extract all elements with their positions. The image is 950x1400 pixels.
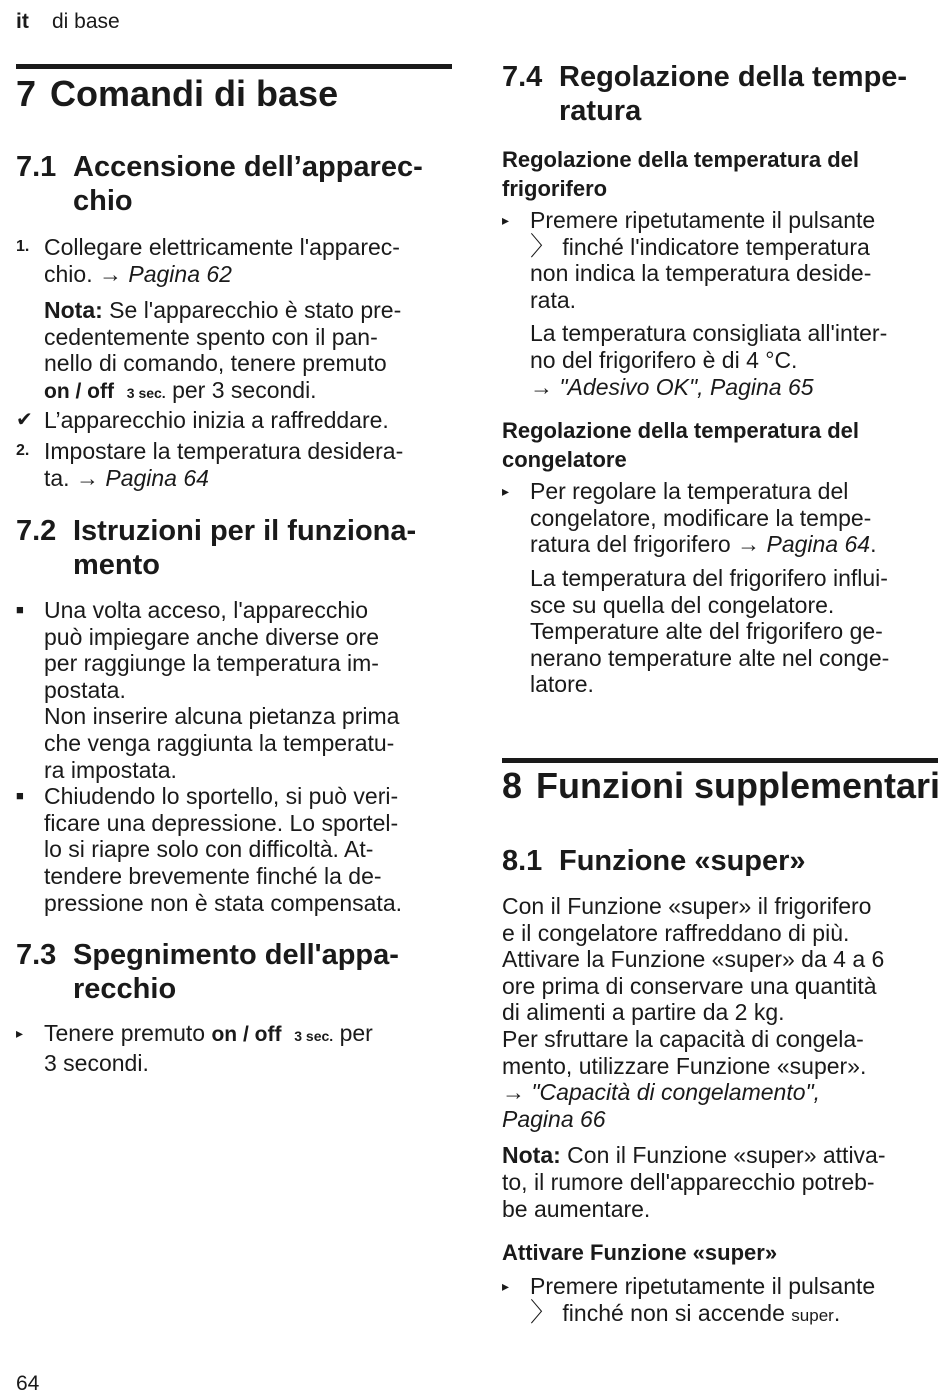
note-block bbox=[502, 320, 942, 400]
step-number: 2. bbox=[16, 442, 30, 460]
page-reference-link[interactable]: Pagina 62 bbox=[128, 260, 232, 287]
note-label: Nota: bbox=[502, 1142, 561, 1169]
section-title: Funzioni supplementari bbox=[536, 765, 941, 806]
text-line: sce su quella del congelatore. bbox=[530, 591, 835, 618]
subsection-number: 7.2 bbox=[16, 515, 57, 547]
duration-label: 3 sec. bbox=[294, 1028, 334, 1044]
text-line: Se l'apparecchio è stato pre- bbox=[102, 297, 402, 324]
subsection-7-1-heading bbox=[16, 150, 456, 218]
subsection-number: 8.1 bbox=[502, 845, 543, 877]
text-line: Chiudendo lo sportello, si può veri- bbox=[44, 783, 399, 810]
text-line: Con il Funzione «super» attiva- bbox=[560, 1142, 886, 1169]
section-title: Comandi di base bbox=[50, 73, 339, 114]
result-item bbox=[16, 407, 456, 434]
text-line: congelatore, modificare la tempe- bbox=[530, 504, 872, 531]
text-line: ore prima di conservare una quantità bbox=[502, 972, 877, 999]
text-line: per raggiunge la temperatura im- bbox=[44, 650, 379, 677]
square-bullet-icon: ■ bbox=[16, 602, 24, 617]
text-line: lo si riapre solo con difficoltà. At- bbox=[44, 836, 374, 863]
text-line: 3 secondi. bbox=[44, 1049, 149, 1076]
page-reference-link[interactable]: Pagina 64 bbox=[105, 464, 209, 491]
note-label: Nota: bbox=[44, 297, 103, 324]
text-line: per 3 secondi. bbox=[165, 376, 317, 403]
text-line: ratura del frigorifero → bbox=[530, 531, 767, 558]
header-language: it bbox=[16, 10, 29, 33]
note-block bbox=[502, 1142, 942, 1222]
section-7-heading bbox=[16, 74, 338, 114]
text-line: chio. → bbox=[44, 260, 129, 287]
text-line: . bbox=[870, 531, 877, 558]
subsection-8-1-heading bbox=[502, 844, 942, 878]
page-reference-link[interactable]: Pagina 66 bbox=[502, 1105, 606, 1132]
subsection-title-line: chio bbox=[73, 185, 133, 217]
subsection-title-line: mento bbox=[73, 549, 160, 581]
page-reference-link[interactable]: Pagina 64 bbox=[766, 531, 871, 558]
arrow-right-icon: → bbox=[530, 373, 560, 400]
list-item bbox=[16, 597, 456, 783]
fridge-temperature-heading bbox=[502, 145, 942, 203]
text-line: postata. bbox=[44, 676, 126, 703]
note-block bbox=[502, 565, 942, 698]
subsection-number: 7.3 bbox=[16, 939, 57, 971]
triangle-right-icon: ▸ bbox=[16, 1025, 24, 1041]
list-item bbox=[502, 1273, 942, 1329]
text-line: Una volta acceso, l'apparecchio bbox=[44, 597, 369, 623]
step-number: 1. bbox=[16, 238, 30, 255]
subsection-7-4-body bbox=[502, 145, 942, 698]
text-line: Per regolare la temperatura del bbox=[530, 478, 849, 505]
subsection-8-1-body bbox=[502, 893, 942, 1329]
heading-line: frigorifero bbox=[502, 176, 608, 201]
subsection-7-3-body bbox=[16, 1020, 456, 1076]
list-item bbox=[16, 234, 456, 287]
text-line: ra impostata. bbox=[44, 756, 177, 783]
text-line: . bbox=[833, 1299, 841, 1326]
text-line: Impostare la temperatura desidera- bbox=[44, 438, 404, 465]
duration-label: 3 sec. bbox=[126, 384, 166, 401]
note-block bbox=[16, 297, 456, 406]
text-line: cedentemente spento con il pan- bbox=[44, 323, 378, 350]
subsection-title-line: Istruzioni per il funziona- bbox=[73, 515, 417, 547]
freezer-temperature-heading bbox=[502, 416, 942, 474]
text-line: no del frigorifero è di 4 °C. bbox=[530, 346, 798, 373]
section-8-heading bbox=[502, 766, 940, 806]
arrow-right-icon: → bbox=[502, 1079, 532, 1106]
text-line: Con il Funzione «super» il frigorifero bbox=[502, 893, 872, 919]
text-line: Per sfruttare la capacità di congela- bbox=[502, 1025, 864, 1052]
page-number: 64 bbox=[16, 1372, 40, 1395]
text-line: to, il rumore dell'apparecchio potreb- bbox=[502, 1168, 875, 1195]
text-line: finché l'indicatore temperatura bbox=[556, 233, 870, 260]
text-line: La temperatura del frigorifero influi- bbox=[530, 564, 888, 591]
chevron-right-icon: 〉 bbox=[530, 230, 557, 261]
text-line: mento, utilizzare Funzione «super». bbox=[502, 1052, 867, 1079]
list-item bbox=[502, 478, 942, 558]
list-item bbox=[16, 1020, 456, 1076]
subsection-title-line: recchio bbox=[73, 973, 177, 1005]
triangle-right-icon: ▸ bbox=[502, 1278, 510, 1295]
section-rule bbox=[502, 758, 938, 763]
triangle-right-icon: ▸ bbox=[502, 212, 510, 228]
list-item bbox=[502, 207, 942, 313]
section-rule bbox=[16, 64, 452, 69]
page-reference-link[interactable]: "Capacità di congelamento", bbox=[531, 1079, 821, 1106]
subsection-number: 7.1 bbox=[16, 151, 57, 183]
subsection-7-3-heading bbox=[16, 938, 456, 1006]
text-line: tendere brevemente finché la de- bbox=[44, 862, 382, 889]
text-line: L’apparecchio inizia a raffreddare. bbox=[44, 406, 389, 433]
subsection-title-line: ratura bbox=[559, 95, 642, 127]
subsection-7-1-body bbox=[16, 234, 456, 491]
heading-line: Regolazione della temperatura del bbox=[502, 147, 859, 172]
subsection-7-2-body bbox=[16, 597, 456, 916]
text-line: Temperature alte del frigorifero ge- bbox=[530, 618, 883, 645]
text-line: be aumentare. bbox=[502, 1195, 651, 1222]
text-line: non indica la temperatura deside- bbox=[530, 260, 872, 287]
text-line: ficare una depressione. Lo sportel- bbox=[44, 809, 399, 836]
subsection-title-line: Accensione dell’apparec- bbox=[73, 151, 423, 183]
subsection-7-4-heading bbox=[502, 60, 942, 128]
heading-line: congelatore bbox=[502, 447, 627, 473]
text-line: per bbox=[333, 1020, 373, 1046]
header-title: di base bbox=[52, 10, 120, 33]
text-line: e il congelatore raffreddano di più. bbox=[502, 919, 850, 946]
section-number: 7 bbox=[16, 73, 37, 114]
text-line: Attivare la Funzione «super» da 4 a 6 bbox=[502, 946, 885, 973]
text-line: Non inserire alcuna pietanza prima bbox=[44, 703, 400, 730]
list-item bbox=[16, 783, 456, 916]
page-reference-link[interactable]: "Adesivo OK", Pagina 65 bbox=[559, 373, 814, 400]
on-off-button-label: on / off bbox=[211, 1023, 282, 1046]
subsection-title-line: Spegnimento dell'appa- bbox=[73, 939, 399, 971]
checkmark-icon: ✔ bbox=[16, 408, 33, 431]
text-line: rata. bbox=[530, 286, 577, 313]
text-line: può impiegare anche diverse ore bbox=[44, 623, 379, 650]
text-line: La temperatura consigliata all'inter- bbox=[530, 320, 888, 347]
text-line: Collegare elettricamente l'apparec- bbox=[44, 234, 400, 260]
chevron-right-icon: 〉 bbox=[530, 1296, 557, 1327]
text-line: Premere ripetutamente il pulsante bbox=[530, 207, 876, 233]
list-item bbox=[16, 438, 456, 491]
text-line: che venga raggiunta la temperatu- bbox=[44, 729, 395, 756]
text-line: pressione non è stata compensata. bbox=[44, 889, 403, 916]
subsection-title-line: Funzione «super» bbox=[559, 845, 806, 877]
heading-line: Regolazione della temperatura del bbox=[502, 418, 859, 444]
activate-super-heading: Attivare Funzione «super» bbox=[502, 1240, 778, 1266]
on-off-button-label: on / off bbox=[44, 379, 114, 403]
subsection-title-line: Regolazione della tempe- bbox=[559, 61, 908, 93]
text-line: nerano temperature alte nel conge- bbox=[530, 644, 890, 671]
subsection-7-2-heading bbox=[16, 514, 456, 582]
triangle-right-icon: ▸ bbox=[502, 483, 510, 500]
subsection-number: 7.4 bbox=[502, 61, 543, 93]
super-indicator-label: super bbox=[791, 1305, 834, 1325]
text-line: latore. bbox=[530, 671, 594, 698]
text-line: Premere ripetutamente il pulsante bbox=[530, 1273, 876, 1300]
text-line: nello di comando, tenere premuto bbox=[44, 350, 387, 377]
text-line: ta. → bbox=[44, 464, 106, 491]
text-line: finché non si accende bbox=[556, 1299, 792, 1326]
section-number: 8 bbox=[502, 765, 523, 806]
square-bullet-icon: ■ bbox=[16, 788, 24, 804]
text-line: Tenere premuto bbox=[44, 1020, 212, 1046]
text-line: di alimenti a partire da 2 kg. bbox=[502, 999, 785, 1026]
